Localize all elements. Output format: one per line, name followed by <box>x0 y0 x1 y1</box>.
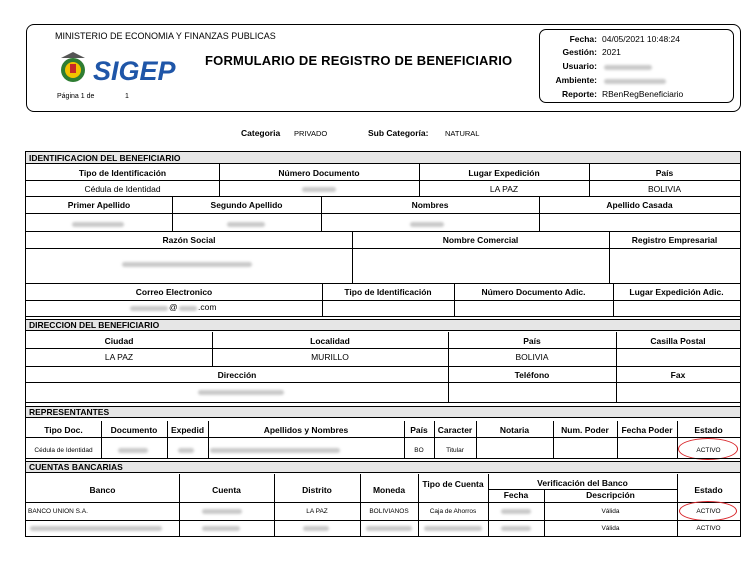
col-casilla-postal: Casilla Postal <box>650 336 706 346</box>
report-header <box>26 24 741 112</box>
cuenta-1-numero <box>202 509 242 514</box>
col-moneda: Moneda <box>372 485 406 495</box>
rep-nombre-value <box>210 448 340 453</box>
col-primer-apellido: Primer Apellido <box>67 200 131 210</box>
cuenta-2-fecha <box>501 526 531 531</box>
rep-caracter-value: Titular <box>446 447 464 454</box>
col-nombres: Nombres <box>411 200 449 210</box>
rep-expedido-value <box>178 448 194 453</box>
col-tipo-identificacion-adic: Tipo de Identificación <box>344 287 432 297</box>
cuenta-1-distrito: LA PAZ <box>306 508 328 515</box>
correo-tld: .com <box>198 302 217 312</box>
sigep-logo <box>57 49 207 89</box>
cuenta-1-tipo: Caja de Ahorros <box>429 508 477 515</box>
cuenta-2-numero <box>202 526 240 531</box>
col-direccion: Dirección <box>217 370 257 380</box>
col-fecha-poder: Fecha Poder <box>621 425 673 435</box>
cuenta-2-tipo <box>424 526 482 531</box>
col-cuenta: Cuenta <box>212 485 241 495</box>
rep-pais-value: BO <box>414 447 424 454</box>
localidad-value: MURILLO <box>311 352 349 362</box>
correo-at: @ <box>169 302 178 312</box>
section-identificacion: IDENTIFICACION DEL BENEFICIARIO <box>26 152 740 164</box>
col-lugar-expedicion: Lugar Expedición <box>468 168 540 178</box>
col-correo: Correo Electronico <box>135 287 213 297</box>
col-telefono: Teléfono <box>514 370 550 380</box>
col-nombre-comercial: Nombre Comercial <box>442 235 519 245</box>
estado-highlight-circle <box>678 438 738 460</box>
col-verificacion: Verificación del Banco <box>537 478 628 488</box>
cuenta-2-descripcion: Válida <box>601 525 620 532</box>
meta-usuario: Usuario: <box>540 61 735 74</box>
cuenta-2-banco <box>30 526 162 531</box>
rep-estado-value: ACTIVO <box>696 447 721 454</box>
col-notaria: Notaria <box>499 425 530 435</box>
col-tipo-doc: Tipo Doc. <box>44 425 83 435</box>
col-numero-documento: Número Documento <box>278 168 360 178</box>
cuenta-1-moneda: BOLIVIANOS <box>369 508 409 515</box>
col-localidad: Localidad <box>310 336 350 346</box>
rep-documento-value <box>118 448 148 453</box>
numero-documento-value <box>302 187 336 192</box>
col-banco: Banco <box>89 485 116 495</box>
razon-social-value <box>122 262 252 267</box>
meta-gestion: Gestión: 2021 <box>562 47 621 57</box>
subcategory-label: Sub Categoría: <box>368 128 429 138</box>
col-caracter: Caracter <box>437 425 473 435</box>
tipo-identificacion-value: Cédula de Identidad <box>84 184 161 194</box>
col-distrito: Distrito <box>302 485 332 495</box>
col-apellidos-nombres: Apellidos y Nombres <box>263 425 349 435</box>
segundo-apellido-value <box>227 222 265 227</box>
col-ciudad: Ciudad <box>104 336 134 346</box>
section-representantes: REPRESENTANTES <box>26 406 740 418</box>
col-estado-cuenta: Estado <box>694 485 723 495</box>
section-cuentas: CUENTAS BANCARIAS <box>26 461 740 473</box>
category-label: Categoria <box>241 128 281 138</box>
col-pais: País <box>655 168 674 178</box>
col-estado-rep: Estado <box>694 425 723 435</box>
meta-reporte: Reporte: RBenRegBeneficiario <box>562 89 684 99</box>
rep-tipo-value: Cédula de Identidad <box>34 447 93 454</box>
col-num-poder: Num. Poder <box>561 425 609 435</box>
ciudad-value: LA PAZ <box>104 352 134 362</box>
cuenta-1-descripcion: Válida <box>601 508 620 515</box>
col-fax: Fax <box>670 370 686 380</box>
col-fecha-verif: Fecha <box>503 490 529 500</box>
beneficiary-form <box>25 151 741 537</box>
cuenta-2-distrito <box>303 526 329 531</box>
logo-text: SIGEP <box>93 56 176 86</box>
col-expedido: Expedid <box>170 425 205 435</box>
direccion-value <box>198 390 284 395</box>
page-label: Página 1 de <box>57 93 95 100</box>
cuenta-1-estado: ACTIVO <box>696 508 721 515</box>
col-segundo-apellido: Segundo Apellido <box>210 200 283 210</box>
col-tipo-cuenta: Tipo de Cuenta <box>422 479 484 489</box>
col-documento: Documento <box>110 425 158 435</box>
col-razon-social: Razón Social <box>162 235 216 245</box>
col-tipo-identificacion: Tipo de Identificación <box>78 168 167 178</box>
nombres-value <box>410 222 444 227</box>
col-apellido-casada: Apellido Casada <box>606 200 673 210</box>
form-title: FORMULARIO DE REGISTRO DE BENEFICIARIO <box>205 53 513 68</box>
cuenta-2-estado: ACTIVO <box>696 525 721 532</box>
meta-fecha: Fecha: 04/05/2021 10:48:24 <box>569 34 680 44</box>
pais-value: BOLIVIA <box>647 184 682 194</box>
col-descripcion: Descripción <box>586 490 635 500</box>
meta-ambiente: Ambiente: <box>540 75 735 88</box>
subcategory-value: NATURAL <box>445 129 480 138</box>
category-value: PRIVADO <box>294 129 328 138</box>
cuenta-1-banco: BANCO UNION S.A. <box>28 508 88 515</box>
cuenta-estado-highlight-circle <box>679 501 737 521</box>
cuenta-1-fecha <box>501 509 531 514</box>
report-meta-box <box>539 29 734 103</box>
col-lugar-expedicion-adic: Lugar Expedición Adic. <box>629 287 724 297</box>
pais-dir-value: BOLIVIA <box>515 352 549 362</box>
lugar-expedicion-value: LA PAZ <box>489 184 519 194</box>
section-direccion: DIRECCION DEL BENEFICIARIO <box>26 319 740 331</box>
primer-apellido-value <box>72 222 124 227</box>
col-pais-dir: País <box>523 336 541 346</box>
coat-of-arms-icon <box>61 52 85 82</box>
col-pais-rep: País <box>410 425 428 435</box>
col-numero-documento-adic: Número Documento Adic. <box>481 287 586 297</box>
ministry-name: MINISTERIO DE ECONOMIA Y FINANZAS PUBLICAS <box>55 31 276 41</box>
page-total: 1 <box>125 93 129 100</box>
cuenta-2-moneda <box>366 526 412 531</box>
col-registro-empresarial: Registro Empresarial <box>631 235 718 245</box>
